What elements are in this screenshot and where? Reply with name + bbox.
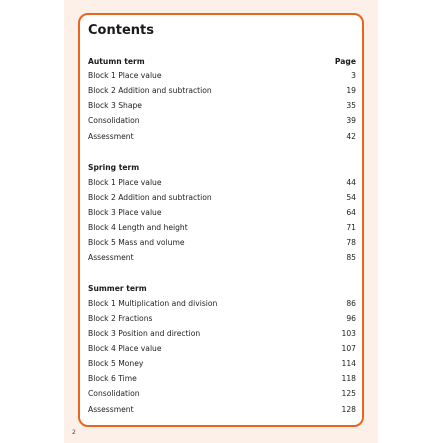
contents-entry[interactable] — [88, 206, 356, 220]
page-number: 2 — [72, 429, 76, 436]
entry-label: Block 1 Place value — [88, 71, 162, 80]
contents-entry[interactable] — [88, 236, 356, 250]
entry-page-number: 44 — [346, 178, 356, 187]
contents-entry[interactable] — [88, 357, 356, 371]
entry-label: Assessment — [88, 405, 134, 414]
entry-label: Block 3 Shape — [88, 101, 142, 110]
contents-entry[interactable] — [88, 221, 356, 235]
contents-entry[interactable] — [88, 327, 356, 341]
page-column-header: Page — [334, 57, 356, 66]
entry-page-number: 103 — [341, 329, 356, 338]
entry-page-number: 86 — [346, 299, 356, 308]
entry-page-number: 54 — [346, 193, 356, 202]
entry-label: Block 1 Multiplication and division — [88, 299, 218, 308]
contents-entry[interactable] — [88, 297, 356, 311]
entry-page-number: 35 — [346, 101, 356, 110]
contents-entry[interactable] — [88, 387, 356, 401]
entry-page-number: 125 — [341, 389, 356, 398]
contents-entry[interactable] — [88, 84, 356, 98]
term-heading-label: Summer term — [88, 284, 147, 293]
entry-page-number: 107 — [341, 344, 356, 353]
entry-page-number: 42 — [346, 132, 356, 141]
entry-page-number: 85 — [346, 253, 356, 262]
entry-label: Block 4 Place value — [88, 344, 162, 353]
entry-label: Assessment — [88, 132, 134, 141]
entry-page-number: 19 — [346, 86, 356, 95]
contents-entry[interactable] — [88, 69, 356, 83]
entry-label: Block 6 Time — [88, 374, 137, 383]
contents-entry[interactable] — [88, 372, 356, 386]
entry-page-number: 71 — [346, 223, 356, 232]
entry-page-number: 128 — [341, 405, 356, 414]
entry-label: Assessment — [88, 253, 134, 262]
contents-title: Contents — [88, 23, 154, 38]
term-heading-summer — [88, 282, 356, 296]
contents-entry[interactable] — [88, 312, 356, 326]
entry-label: Block 3 Place value — [88, 208, 162, 217]
entry-page-number: 39 — [346, 116, 356, 125]
contents-entry[interactable] — [88, 403, 356, 417]
entry-page-number: 78 — [346, 238, 356, 247]
entry-label: Block 5 Money — [88, 359, 144, 368]
contents-entry[interactable] — [88, 191, 356, 205]
entry-label: Block 2 Addition and subtraction — [88, 193, 212, 202]
term-heading-label: Spring term — [88, 163, 140, 172]
contents-entry[interactable] — [88, 99, 356, 113]
entry-label: Block 2 Fractions — [88, 314, 153, 323]
entry-page-number: 96 — [346, 314, 356, 323]
entry-label: Block 4 Length and height — [88, 223, 188, 232]
entry-label: Consolidation — [88, 116, 140, 125]
term-heading-autumn — [88, 55, 356, 69]
term-heading-label: Autumn term — [88, 57, 145, 66]
entry-page-number: 64 — [346, 208, 356, 217]
contents-entry[interactable] — [88, 342, 356, 356]
entry-label: Block 2 Addition and subtraction — [88, 86, 212, 95]
entry-page-number: 118 — [341, 374, 356, 383]
contents-entry[interactable] — [88, 114, 356, 128]
contents-entry[interactable] — [88, 176, 356, 190]
entry-label: Consolidation — [88, 389, 140, 398]
term-heading-spring — [88, 161, 356, 175]
entry-label: Block 3 Position and direction — [88, 329, 201, 338]
entry-page-number: 3 — [351, 71, 356, 80]
contents-entry[interactable] — [88, 251, 356, 265]
entry-page-number: 114 — [341, 359, 356, 368]
entry-label: Block 1 Place value — [88, 178, 162, 187]
contents-entry[interactable] — [88, 130, 356, 144]
entry-label: Block 5 Mass and volume — [88, 238, 185, 247]
